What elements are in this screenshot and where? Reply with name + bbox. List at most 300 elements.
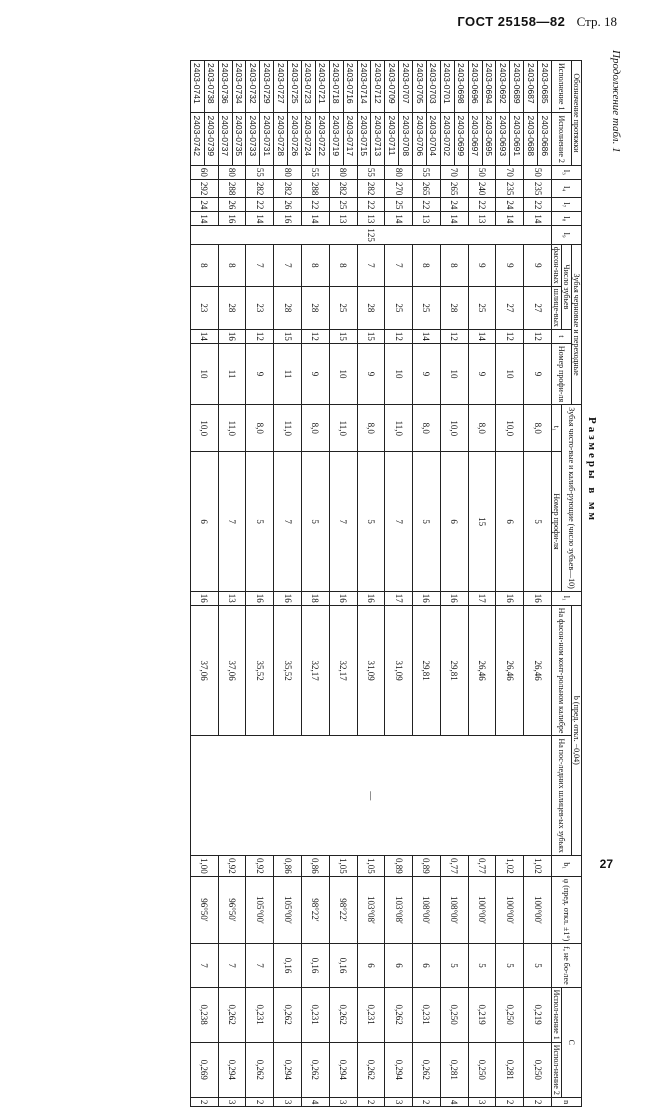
cell-profile: 9 bbox=[357, 343, 385, 404]
cell-v2: 2403-0742 bbox=[190, 113, 204, 165]
page-label: Стр. 18 bbox=[576, 14, 617, 29]
cell-v2: 2403-0713 bbox=[371, 113, 385, 165]
cell-t: 12 bbox=[496, 329, 524, 343]
standard-number: ГОСТ 25158—82 bbox=[457, 14, 566, 29]
cell-spline: 28 bbox=[274, 286, 302, 329]
cell-spline: 28 bbox=[301, 286, 329, 329]
cell-profile2: 15 bbox=[468, 452, 496, 591]
cell-l7: 25 bbox=[385, 198, 413, 212]
cell-profile: 9 bbox=[301, 343, 329, 404]
cell-l3: 50 bbox=[524, 165, 552, 179]
cell-b-shaped: 32,17 bbox=[301, 605, 329, 736]
cell-c-v1: 0,231 bbox=[413, 987, 441, 1042]
cell-n: 4 bbox=[301, 1097, 329, 1107]
cell-v2: 2403-0731 bbox=[260, 113, 274, 165]
cell-v2: 2403-0688 bbox=[524, 113, 538, 165]
cell-spline: 25 bbox=[385, 286, 413, 329]
cell-c-v1: 0,231 bbox=[301, 987, 329, 1042]
cell-shaped: 7 bbox=[246, 244, 274, 286]
cell-profile2: 7 bbox=[218, 452, 246, 591]
cell-n: 4 bbox=[440, 1097, 468, 1107]
cell-spline: 27 bbox=[496, 286, 524, 329]
cell-c-v1: 0,262 bbox=[274, 987, 302, 1042]
col-c-v1: Испол-нение 1 bbox=[552, 987, 562, 1042]
cell-v1: 2403-0705 bbox=[413, 61, 427, 113]
cell-l8: 14 bbox=[496, 212, 524, 226]
rotated-table-block bbox=[190, 60, 598, 1107]
table-row bbox=[538, 61, 552, 1107]
cell-v2: 2403-0686 bbox=[538, 113, 552, 165]
cell-b-shaped: 29,81 bbox=[440, 605, 468, 736]
cell-v1: 2403-0701 bbox=[440, 61, 454, 113]
cell-v2: 2403-0733 bbox=[246, 113, 260, 165]
cell-v1: 2403-0692 bbox=[496, 61, 510, 113]
cell-shaped: 9 bbox=[524, 244, 552, 286]
cell-f: 0,16 bbox=[329, 944, 357, 987]
cell-profile2: 6 bbox=[190, 452, 218, 591]
cell-l7: 22 bbox=[413, 198, 441, 212]
cell-profile: 11 bbox=[218, 343, 246, 404]
cell-phi: 98°22′ bbox=[329, 876, 357, 944]
page-header bbox=[457, 14, 617, 30]
cell-f: 6 bbox=[357, 944, 385, 987]
cell-c-v2: 0,262 bbox=[357, 1042, 385, 1097]
cell-t1: 11,0 bbox=[274, 405, 302, 452]
cell-profile2: 5 bbox=[413, 452, 441, 591]
cell-profile: 10 bbox=[496, 343, 524, 404]
cell-l3: 55 bbox=[357, 165, 385, 179]
cell-spline: 23 bbox=[246, 286, 274, 329]
cell-l7: 25 bbox=[329, 198, 357, 212]
cell-v2: 2403-0702 bbox=[440, 113, 454, 165]
cell-l3: 70 bbox=[496, 165, 524, 179]
cell-f: 6 bbox=[413, 944, 441, 987]
cell-profile: 10 bbox=[329, 343, 357, 404]
col-designation: Обозначение протяжки bbox=[572, 61, 582, 166]
cell-shaped: 7 bbox=[274, 244, 302, 286]
cell-c-v1: 0,262 bbox=[329, 987, 357, 1042]
cell-v1: 2403-0694 bbox=[482, 61, 496, 113]
col-b-group: b (пред. откл. −0,04) bbox=[572, 605, 582, 855]
cell-spline: 25 bbox=[329, 286, 357, 329]
cell-v2: 2403-0726 bbox=[288, 113, 302, 165]
cell-v2: 2403-0722 bbox=[315, 113, 329, 165]
cell-c-v2: 0,250 bbox=[468, 1042, 496, 1097]
cell-v1: 2403-0718 bbox=[329, 61, 343, 113]
cell-l8: 16 bbox=[218, 212, 246, 226]
cell-phi: 103°08′ bbox=[357, 876, 385, 944]
cell-shaped: 8 bbox=[329, 244, 357, 286]
cell-profile2: 5 bbox=[246, 452, 274, 591]
cell-l4: 282 bbox=[274, 179, 302, 198]
cell-profile2: 6 bbox=[496, 452, 524, 591]
cell-n: 2 bbox=[190, 1097, 218, 1107]
cell-b-shaped: 31,09 bbox=[385, 605, 413, 736]
table-row bbox=[426, 61, 440, 1107]
cell-spline: 28 bbox=[218, 286, 246, 329]
cell-l4: 282 bbox=[246, 179, 274, 198]
cell-f: 0,16 bbox=[274, 944, 302, 987]
cell-t: 12 bbox=[524, 329, 552, 343]
table-body bbox=[190, 61, 551, 1107]
cell-l7: 24 bbox=[496, 198, 524, 212]
cell-v2: 2403-0737 bbox=[218, 113, 232, 165]
cell-b-shaped: 35,52 bbox=[274, 605, 302, 736]
cell-profile2: 5 bbox=[301, 452, 329, 591]
cell-l7: 22 bbox=[246, 198, 274, 212]
table-row bbox=[232, 61, 246, 1107]
cell-phi: 98°22′ bbox=[301, 876, 329, 944]
cell-b-shaped: 31,09 bbox=[357, 605, 385, 736]
cell-l1: 16 bbox=[274, 591, 302, 605]
cell-l3: 60 bbox=[190, 165, 218, 179]
cell-l1: 16 bbox=[496, 591, 524, 605]
cell-v2: 2403-0708 bbox=[399, 113, 413, 165]
table-row bbox=[260, 61, 274, 1107]
cell-profile2: 5 bbox=[524, 452, 552, 591]
cell-l3: 55 bbox=[413, 165, 441, 179]
col-teeth-count: Число зубьев bbox=[562, 244, 572, 329]
cell-v2: 2403-0715 bbox=[357, 113, 371, 165]
cell-phi: 108°00′ bbox=[413, 876, 441, 944]
cell-v1: 2403-0714 bbox=[357, 61, 371, 113]
cell-profile: 11 bbox=[274, 343, 302, 404]
col-shaped: фасон-ных bbox=[552, 244, 562, 286]
cell-l1: 17 bbox=[385, 591, 413, 605]
cell-profile: 9 bbox=[524, 343, 552, 404]
cell-l4: 240 bbox=[468, 179, 496, 198]
cell-t: 14 bbox=[190, 329, 218, 343]
cell-t1: 8,0 bbox=[246, 405, 274, 452]
cell-phi: 100°00′ bbox=[496, 876, 524, 944]
cell-l1: 18 bbox=[301, 591, 329, 605]
cell-b-spline: — bbox=[190, 736, 551, 855]
cell-l4: 292 bbox=[190, 179, 218, 198]
cell-c-v1: 0,238 bbox=[190, 987, 218, 1042]
cell-l8: 14 bbox=[301, 212, 329, 226]
cell-b1: 0,77 bbox=[440, 855, 468, 876]
cell-b-shaped: 26,46 bbox=[496, 605, 524, 736]
table-row bbox=[288, 61, 302, 1107]
cell-v1: 2403-0689 bbox=[510, 61, 524, 113]
cell-f: 5 bbox=[496, 944, 524, 987]
cell-n: 2 bbox=[496, 1097, 524, 1107]
cell-shaped: 8 bbox=[218, 244, 246, 286]
cell-c-v2: 0,294 bbox=[218, 1042, 246, 1097]
cell-f: 5 bbox=[524, 944, 552, 987]
cell-c-v1: 0,262 bbox=[218, 987, 246, 1042]
cell-c-v2: 0,294 bbox=[274, 1042, 302, 1097]
cell-b1: 0,89 bbox=[385, 855, 413, 876]
col-n: n bbox=[552, 1097, 582, 1107]
cell-v2: 2403-0735 bbox=[232, 113, 246, 165]
cell-t1: 11,0 bbox=[329, 405, 357, 452]
cell-b-shaped: 26,46 bbox=[524, 605, 552, 736]
cell-v2: 2403-0724 bbox=[301, 113, 315, 165]
cell-c-v1: 0,231 bbox=[246, 987, 274, 1042]
cell-shaped: 8 bbox=[413, 244, 441, 286]
table-row bbox=[343, 61, 357, 1107]
cell-v1: 2403-0734 bbox=[232, 61, 246, 113]
cell-t1: 8,0 bbox=[413, 405, 441, 452]
cell-shaped: 8 bbox=[190, 244, 218, 286]
col-t1: t₁ bbox=[552, 405, 562, 452]
cell-shaped: 9 bbox=[496, 244, 524, 286]
cell-l8: 13 bbox=[329, 212, 357, 226]
cell-n: 3 bbox=[329, 1097, 357, 1107]
col-teeth-group: Зубья черновые и переходные bbox=[572, 244, 582, 404]
cell-v1: 2403-0721 bbox=[315, 61, 329, 113]
cell-profile: 10 bbox=[440, 343, 468, 404]
cell-spline: 23 bbox=[190, 286, 218, 329]
cell-v1: 2403-0716 bbox=[343, 61, 357, 113]
cell-l1: 16 bbox=[440, 591, 468, 605]
cell-c-v2: 0,281 bbox=[496, 1042, 524, 1097]
cell-n: 2 bbox=[524, 1097, 552, 1107]
cell-profile: 9 bbox=[246, 343, 274, 404]
table-row bbox=[454, 61, 468, 1107]
cell-spline: 27 bbox=[524, 286, 552, 329]
cell-phi: 96°50′ bbox=[190, 876, 218, 944]
cell-phi: 108°00′ bbox=[440, 876, 468, 944]
cell-l4: 265 bbox=[440, 179, 468, 198]
cell-n: 2 bbox=[357, 1097, 385, 1107]
cell-v2: 2403-0695 bbox=[482, 113, 496, 165]
cell-t1: 10,0 bbox=[440, 405, 468, 452]
cell-c-v2: 0,250 bbox=[524, 1042, 552, 1097]
cell-l8: 16 bbox=[274, 212, 302, 226]
cell-n: 3 bbox=[218, 1097, 246, 1107]
col-phi: φ (пред. откл. ±1°) bbox=[552, 876, 582, 944]
cell-b1: 0,86 bbox=[274, 855, 302, 876]
cell-c-v2: 0,262 bbox=[301, 1042, 329, 1097]
col-v1: Исполнение 1 bbox=[552, 61, 572, 113]
continuation-note: Продолжение табл. 1 bbox=[610, 50, 622, 153]
table-row bbox=[204, 61, 218, 1107]
cell-l4: 282 bbox=[357, 179, 385, 198]
cell-c-v1: 0,250 bbox=[440, 987, 468, 1042]
col-l4: l₄ bbox=[552, 179, 582, 198]
col-l7: l₇ bbox=[552, 198, 582, 212]
cell-profile: 9 bbox=[468, 343, 496, 404]
cell-profile2: 6 bbox=[440, 452, 468, 591]
cell-v2: 2403-0704 bbox=[426, 113, 440, 165]
cell-t1: 11,0 bbox=[385, 405, 413, 452]
cell-c-v2: 0,294 bbox=[385, 1042, 413, 1097]
cell-l8: 14 bbox=[190, 212, 218, 226]
cell-v1: 2403-0696 bbox=[468, 61, 482, 113]
cell-l4: 288 bbox=[218, 179, 246, 198]
cell-t: 16 bbox=[218, 329, 246, 343]
cell-v1: 2403-0723 bbox=[301, 61, 315, 113]
cell-b1: 1,02 bbox=[496, 855, 524, 876]
cell-t: 15 bbox=[274, 329, 302, 343]
cell-phi: 105°00′ bbox=[274, 876, 302, 944]
cell-t1: 10,0 bbox=[496, 405, 524, 452]
cell-shaped: 7 bbox=[357, 244, 385, 286]
cell-shaped: 8 bbox=[440, 244, 468, 286]
cell-shaped: 9 bbox=[468, 244, 496, 286]
cell-f: 6 bbox=[385, 944, 413, 987]
cell-b1: 0,92 bbox=[246, 855, 274, 876]
cell-b1: 1,00 bbox=[190, 855, 218, 876]
cell-v2: 2403-0719 bbox=[329, 113, 343, 165]
col-spline: шлице-вых bbox=[552, 286, 562, 329]
cell-v1: 2403-0727 bbox=[274, 61, 288, 113]
table-row bbox=[510, 61, 524, 1107]
cell-c-v2: 0,281 bbox=[440, 1042, 468, 1097]
cell-shaped: 7 bbox=[385, 244, 413, 286]
cell-v2: 2403-0706 bbox=[413, 113, 427, 165]
col-t: t bbox=[552, 329, 572, 343]
col-f: f, не бо-лее bbox=[552, 944, 582, 987]
cell-n: 2 bbox=[246, 1097, 274, 1107]
cell-l7: 22 bbox=[468, 198, 496, 212]
cell-v1: 2403-0707 bbox=[399, 61, 413, 113]
cell-b1: 1,05 bbox=[357, 855, 385, 876]
cell-f: 5 bbox=[440, 944, 468, 987]
cell-l3: 70 bbox=[440, 165, 468, 179]
cell-l3: 80 bbox=[218, 165, 246, 179]
cell-n: 3 bbox=[274, 1097, 302, 1107]
cell-l4: 235 bbox=[524, 179, 552, 198]
cell-spline: 28 bbox=[440, 286, 468, 329]
cell-phi: 100°00′ bbox=[524, 876, 552, 944]
cell-phi: 103°08′ bbox=[385, 876, 413, 944]
cell-v2: 2403-0691 bbox=[510, 113, 524, 165]
cell-l7: 22 bbox=[301, 198, 329, 212]
cell-l1: 16 bbox=[357, 591, 385, 605]
col-profile2: Номер профи-ля bbox=[552, 452, 562, 591]
cell-b-shaped: 29,81 bbox=[413, 605, 441, 736]
cell-l1: 17 bbox=[468, 591, 496, 605]
cell-l7: 24 bbox=[440, 198, 468, 212]
cell-shaped: 8 bbox=[301, 244, 329, 286]
cell-b1: 0,89 bbox=[413, 855, 441, 876]
cell-profile2: 5 bbox=[357, 452, 385, 591]
cell-b-shaped: 37,06 bbox=[218, 605, 246, 736]
cell-l3: 80 bbox=[329, 165, 357, 179]
cell-l8: 14 bbox=[440, 212, 468, 226]
table-row bbox=[315, 61, 329, 1107]
cell-l8: 14 bbox=[524, 212, 552, 226]
cell-v2: 2403-0697 bbox=[468, 113, 482, 165]
cell-t1: 8,0 bbox=[301, 405, 329, 452]
page-number: 27 bbox=[599, 857, 613, 871]
cell-l7: 22 bbox=[357, 198, 385, 212]
cell-profile2: 7 bbox=[385, 452, 413, 591]
cell-b-shaped: 26,46 bbox=[468, 605, 496, 736]
cell-b-shaped: 32,17 bbox=[329, 605, 357, 736]
dimensions-table bbox=[190, 60, 582, 1107]
cell-b1: 0,77 bbox=[468, 855, 496, 876]
cell-l4: 235 bbox=[496, 179, 524, 198]
cell-t: 15 bbox=[357, 329, 385, 343]
cell-c-v1: 0,219 bbox=[524, 987, 552, 1042]
cell-t: 12 bbox=[246, 329, 274, 343]
cell-v2: 2403-0717 bbox=[343, 113, 357, 165]
cell-v1: 2403-0725 bbox=[288, 61, 302, 113]
cell-c-v1: 0,231 bbox=[357, 987, 385, 1042]
cell-v1: 2403-0709 bbox=[385, 61, 399, 113]
cell-l7: 26 bbox=[274, 198, 302, 212]
cell-l9: 125 bbox=[190, 226, 551, 245]
cell-n: 3 bbox=[468, 1097, 496, 1107]
cell-t1: 8,0 bbox=[524, 405, 552, 452]
cell-phi: 100°00′ bbox=[468, 876, 496, 944]
col-l1: l₁ bbox=[552, 591, 582, 605]
cell-l1: 16 bbox=[524, 591, 552, 605]
cell-profile: 10 bbox=[385, 343, 413, 404]
cell-t: 12 bbox=[301, 329, 329, 343]
cell-l8: 13 bbox=[468, 212, 496, 226]
cell-l7: 24 bbox=[190, 198, 218, 212]
cell-v2: 2403-0711 bbox=[385, 113, 399, 165]
cell-l7: 26 bbox=[218, 198, 246, 212]
cell-f: 5 bbox=[468, 944, 496, 987]
cell-c-v2: 0,262 bbox=[413, 1042, 441, 1097]
cell-l8: 13 bbox=[357, 212, 385, 226]
cell-v1: 2403-0703 bbox=[426, 61, 440, 113]
col-l8: l₈ bbox=[552, 212, 582, 226]
cell-v1: 2403-0741 bbox=[190, 61, 204, 113]
cell-b1: 0,92 bbox=[218, 855, 246, 876]
table-row bbox=[371, 61, 385, 1107]
cell-l1: 16 bbox=[413, 591, 441, 605]
cell-c-v2: 0,294 bbox=[329, 1042, 357, 1097]
cell-n: 3 bbox=[385, 1097, 413, 1107]
cell-l1: 16 bbox=[329, 591, 357, 605]
cell-l3: 80 bbox=[274, 165, 302, 179]
cell-phi: 96°50′ bbox=[218, 876, 246, 944]
cell-t: 12 bbox=[440, 329, 468, 343]
cell-v2: 2403-0699 bbox=[454, 113, 468, 165]
col-b1: b₁ bbox=[552, 855, 582, 876]
col-b-shaped: На фасон-ном конт-рольном калибре bbox=[552, 605, 572, 736]
col-finish-group: Зубья чисто-вые и калиб-рующие (число зубьев—10) bbox=[562, 405, 582, 592]
cell-l8: 13 bbox=[413, 212, 441, 226]
cell-l4: 282 bbox=[329, 179, 357, 198]
col-v2: Исполнение 2 bbox=[552, 113, 572, 165]
cell-v2: 2403-0693 bbox=[496, 113, 510, 165]
cell-c-v2: 0,262 bbox=[246, 1042, 274, 1097]
cell-l3: 80 bbox=[385, 165, 413, 179]
cell-l4: 265 bbox=[413, 179, 441, 198]
cell-n: 2 bbox=[413, 1097, 441, 1107]
cell-c-v1: 0,262 bbox=[385, 987, 413, 1042]
cell-spline: 25 bbox=[413, 286, 441, 329]
col-b-spline: На пос-ледних шлицев-ых зубьях bbox=[552, 736, 572, 855]
cell-b1: 1,02 bbox=[524, 855, 552, 876]
cell-v2: 2403-0739 bbox=[204, 113, 218, 165]
cell-profile2: 7 bbox=[274, 452, 302, 591]
cell-t1: 11,0 bbox=[218, 405, 246, 452]
cell-l1: 16 bbox=[190, 591, 218, 605]
cell-b-shaped: 35,52 bbox=[246, 605, 274, 736]
cell-l7: 22 bbox=[524, 198, 552, 212]
cell-v1: 2403-0736 bbox=[218, 61, 232, 113]
cell-b1: 0,86 bbox=[301, 855, 329, 876]
cell-t1: 8,0 bbox=[357, 405, 385, 452]
cell-spline: 28 bbox=[357, 286, 385, 329]
cell-f: 7 bbox=[190, 944, 218, 987]
cell-profile: 10 bbox=[190, 343, 218, 404]
cell-v1: 2403-0698 bbox=[454, 61, 468, 113]
cell-f: 0,16 bbox=[301, 944, 329, 987]
cell-l3: 55 bbox=[246, 165, 274, 179]
cell-c-v1: 0,250 bbox=[496, 987, 524, 1042]
cell-l8: 14 bbox=[246, 212, 274, 226]
